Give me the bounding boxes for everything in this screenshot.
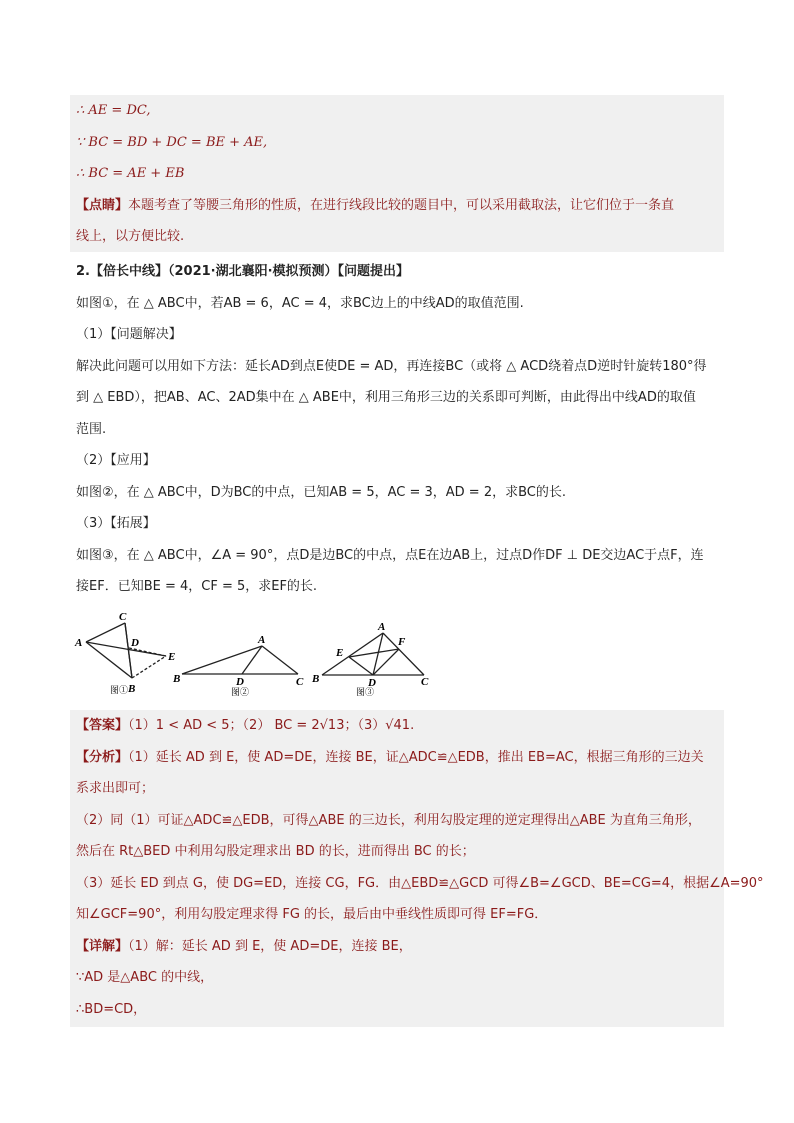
- solution-line-1: ∴ AE = DC,: [76, 103, 151, 118]
- fig1-label-e: E: [168, 651, 176, 663]
- fig3-label-e: E: [336, 647, 344, 659]
- fig2-label-b: B: [173, 673, 181, 685]
- comment-line-2: 线上，以方便比较.: [76, 229, 185, 244]
- geometry-figures: [70, 608, 440, 703]
- part3-title: （3）【拓展】: [76, 516, 156, 531]
- answer-tag: 【答案】: [76, 718, 129, 733]
- fig1-label-c: C: [119, 611, 127, 623]
- detail-line-2: ∵AD 是△ABC 的中线，: [76, 970, 214, 985]
- analysis-line-4: 然后在 Rt△BED 中利用勾股定理求出 BD 的长，进而得出 BC 的长；: [76, 844, 475, 859]
- answer-line: [70, 710, 724, 742]
- fig3-caption: 图③: [356, 687, 375, 697]
- fig2-label-a: A: [258, 634, 266, 646]
- part3-line-2: 接EF．已知BE = 4，CF = 5，求EF的长.: [76, 579, 318, 594]
- detail-tag: 【详解】: [76, 938, 129, 954]
- part1-line-3: 范围.: [76, 421, 107, 437]
- fig3-label-f: F: [398, 636, 406, 648]
- part2-title: （2）【应用】: [76, 453, 156, 468]
- analysis-line-1: [70, 742, 724, 774]
- analysis-line-5: （3）延长 ED 到点 G，使 DG=ED，连接 CG，FG．由△EBD≌△GCD 可得∠B=∠GCD、BE=CG=4，根据∠A=90°: [76, 875, 764, 891]
- part1-line-1: 解决此问题可以用如下方法：延长AD到点E使DE = AD，再连接BC（或将 △ ACD绕着点D逆时针旋转180°得: [76, 358, 707, 374]
- part1-title: （1）【问题解决】: [76, 327, 182, 342]
- analysis-line-3: （2）同（1）可证△ADC≌△EDB，可得△ABE 的三边长，利用勾股定理的逆定理得出△ABE 为直角三角形，: [76, 812, 701, 828]
- solution-line-2: ∵ BC = BD + DC = BE + AE,: [76, 134, 268, 150]
- figure-2: [182, 646, 298, 674]
- analysis-tag: 【分析】: [76, 749, 129, 765]
- comment-text-1: 本题考查了等腰三角形的性质，在进行线段比较的题目中，可以采用截取法，让它们位于一条直: [128, 197, 675, 213]
- fig1-label-a: A: [75, 637, 83, 649]
- detail-line-1: [70, 931, 724, 963]
- analysis-text-1: （1）延长 AD 到 E，使 AD=DE，连接 BE，证△ADC≌△EDB，推出 EB=AC，根据三角形的三边关: [128, 749, 704, 765]
- problem-statement: [70, 256, 724, 603]
- comment-line-1: [70, 190, 724, 222]
- fig3-label-a: A: [378, 621, 386, 633]
- part1-line-2: 到 △ EBD），把AB、AC、2AD集中在 △ ABE中，利用三角形三边的关系即可判断，由此得出中线AD的取值: [76, 390, 696, 405]
- figure-1: [86, 623, 166, 678]
- fig3-label-d: D: [368, 677, 376, 689]
- fig1-caption: 图①: [110, 685, 129, 695]
- comment-tag: 【点睛】: [76, 197, 129, 213]
- analysis-line-2: 系求出即可；: [76, 781, 155, 796]
- part3-line-1: 如图③，在 △ ABC中，∠A = 90°，点D是边BC的中点，点E在边AB上，过点D作DF ⊥ DE交边AC于点F，连: [76, 547, 704, 563]
- problem-intro: 如图①，在 △ ABC中，若AB = 6，AC = 4，求BC边上的中线AD的取值范围.: [76, 295, 524, 311]
- fig1-label-d: D: [131, 637, 139, 649]
- solution-continuation: [70, 95, 724, 252]
- fig3-label-b: B: [312, 673, 320, 685]
- detail-line-3: ∴BD=CD，: [76, 1001, 147, 1017]
- fig3-label-c: C: [421, 676, 429, 688]
- part2-text: 如图②，在 △ ABC中，D为BC的中点，已知AB = 5，AC = 3，AD = 2，求BC的长.: [76, 484, 566, 500]
- problem-header: 2.【倍长中线】（2021·湖北襄阳·模拟预测）【问题提出】: [76, 264, 410, 279]
- fig1-label-b: B: [128, 683, 136, 695]
- fig2-label-c: C: [296, 676, 304, 688]
- detail-text-1: （1）解：延长 AD 到 E，使 AD=DE，连接 BE，: [128, 938, 412, 954]
- fig2-label-d: D: [236, 676, 244, 688]
- fig2-caption: 图②: [231, 687, 250, 697]
- answer-block: [70, 710, 764, 1027]
- analysis-line-6: 知∠GCF=90°，利用勾股定理求得 FG 的长，最后由中垂线性质即可得 EF=FG．: [76, 907, 548, 922]
- solution-line-3: ∴ BC = AE + EB: [76, 166, 185, 181]
- answer-text: （1）1 < AD < 5；（2） BC = 2√13；（3）√41.: [128, 718, 415, 733]
